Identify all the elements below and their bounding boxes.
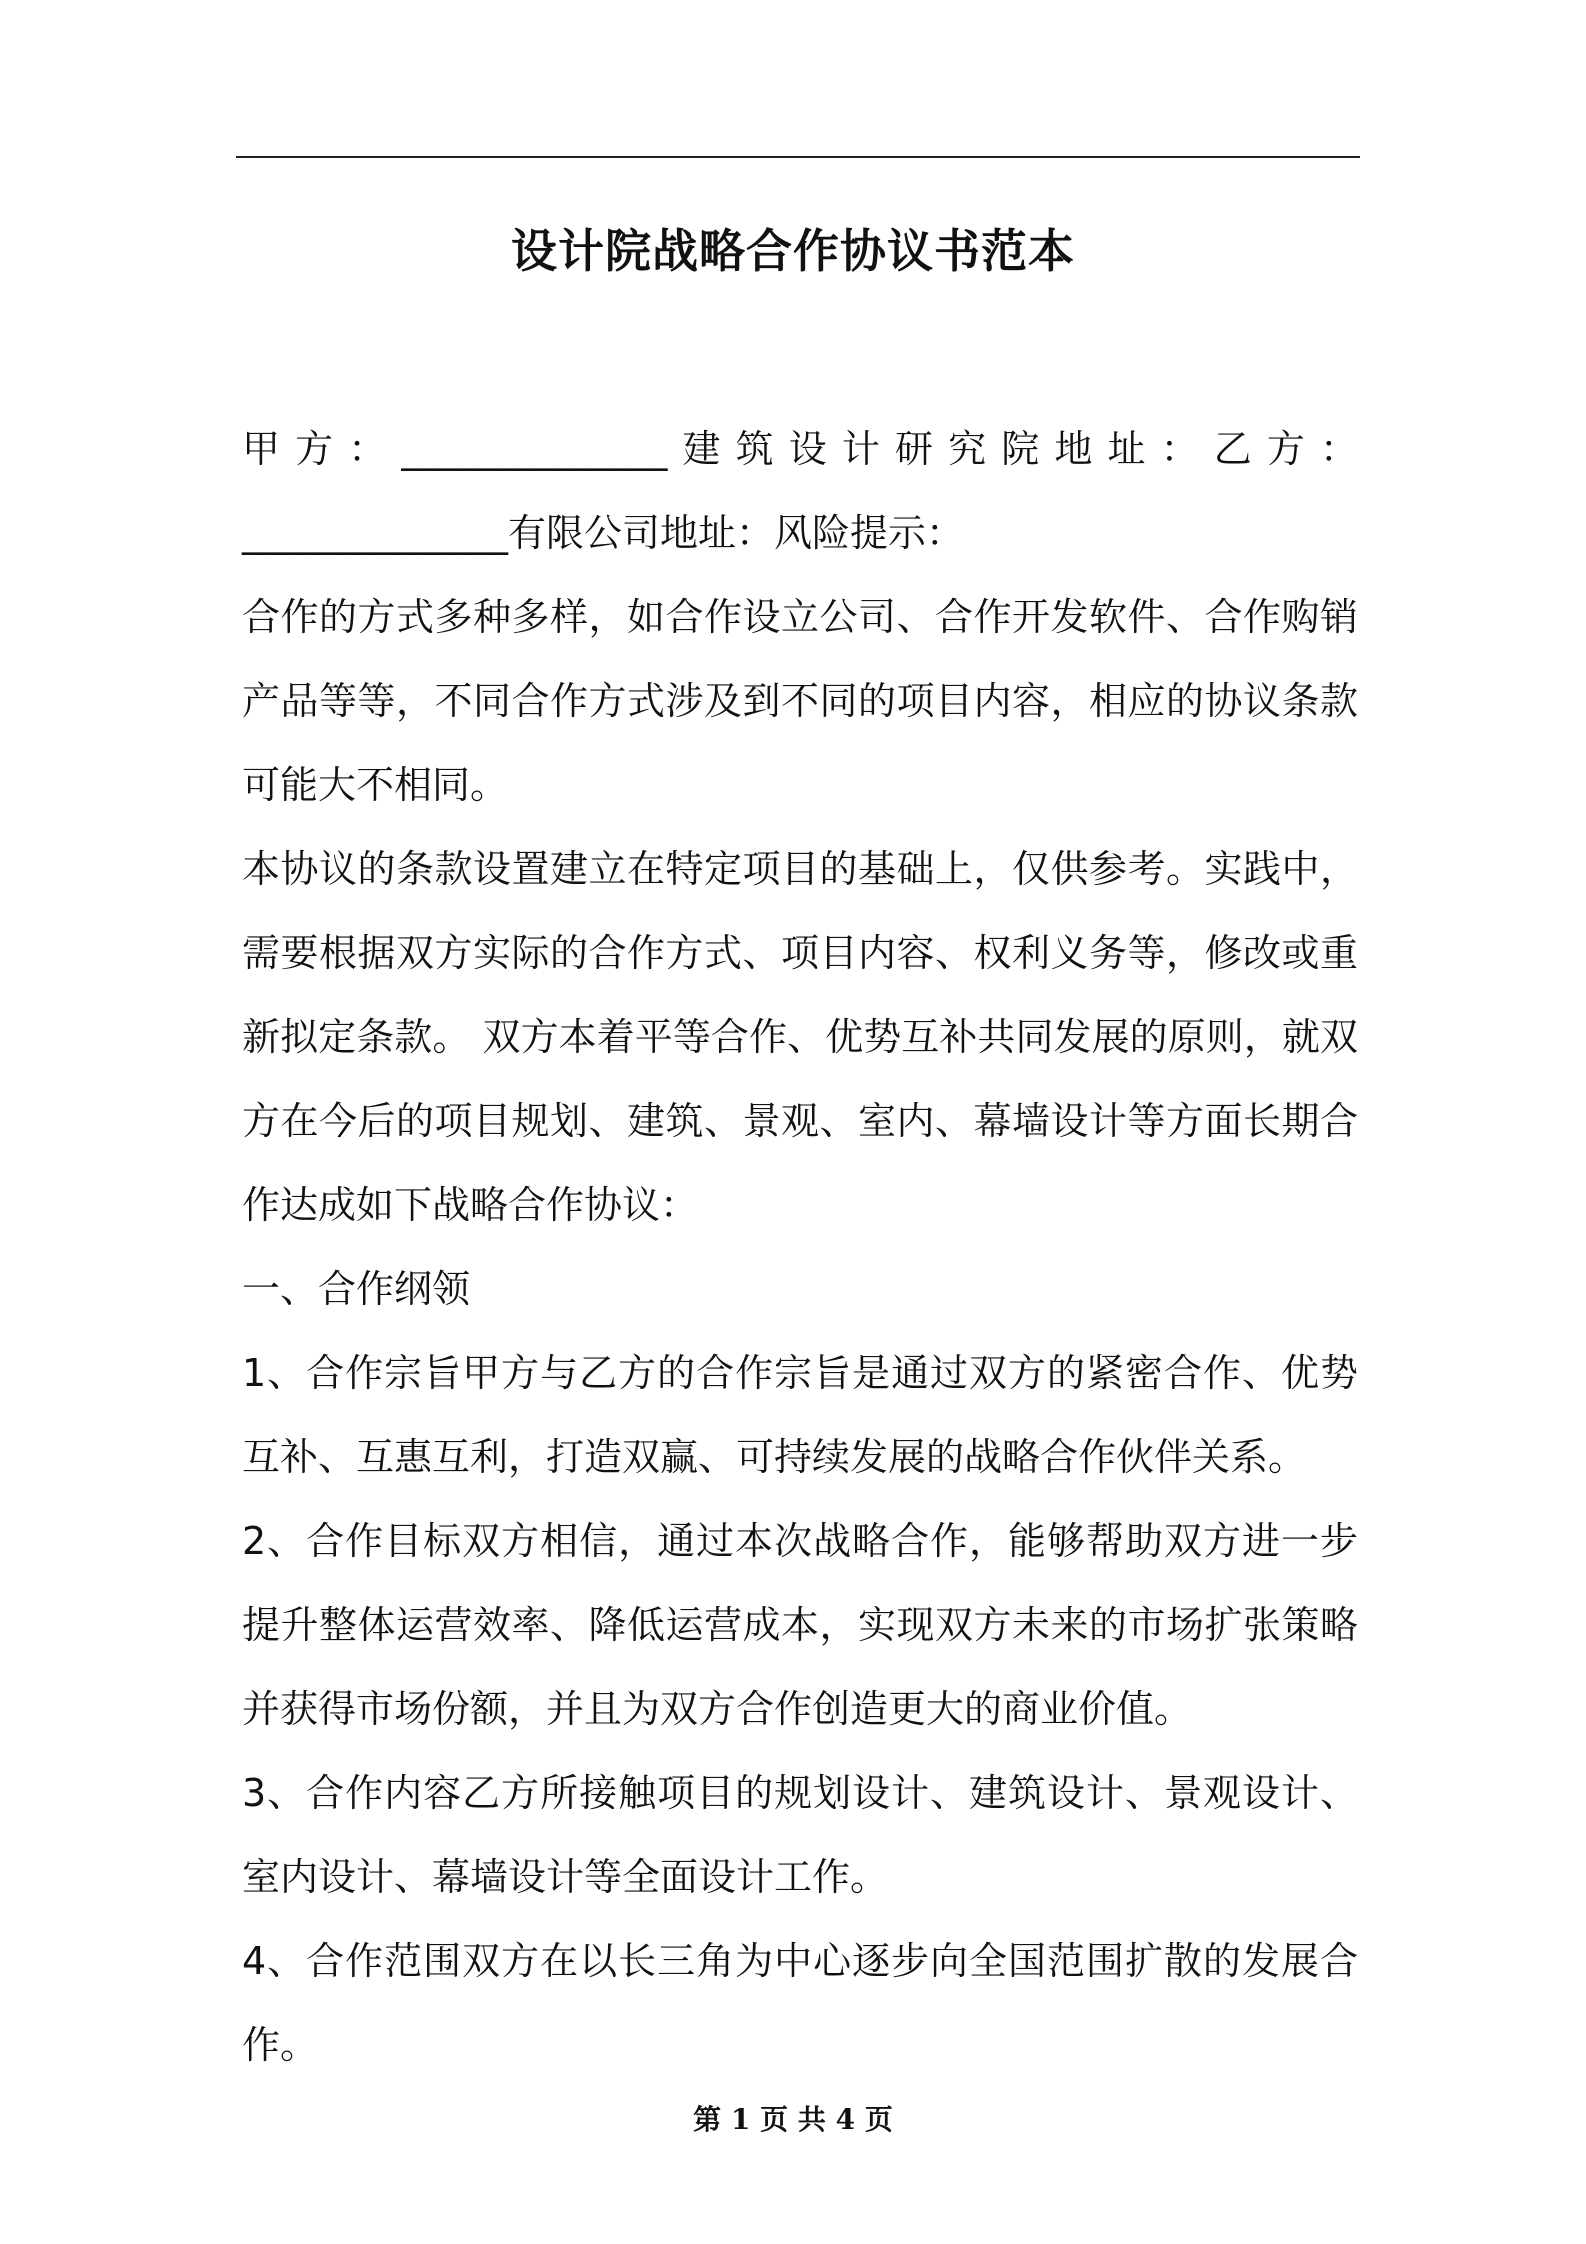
clause-1: 1、合作宗旨甲方与乙方的合作宗旨是通过双方的紧密合作、优势互补、互惠互利，打造双赢、可持续发展的战略合作伙伴关系。 (242, 1351, 1358, 1479)
party-text: 筑 (735, 427, 774, 471)
paragraph-risk-note: 合作的方式多种多样，如合作设立公司、合作开发软件、合作购销产品等等，不同合作方式涉及到不同的项目内容，相应的协议条款可能大不相同。 (242, 595, 1358, 807)
party-line-1 (242, 407, 1358, 491)
party-text: 乙 (1213, 427, 1252, 471)
clause-4: 4、合作范围双方在以长三角为中心逐步向全国范围扩散的发展合作。 (242, 1939, 1358, 2067)
party-text: 方 (295, 427, 334, 471)
document-body (242, 407, 1358, 2087)
party-text: ： (1319, 427, 1358, 471)
document-title: 设计院战略合作协议书范本 (511, 224, 1075, 278)
party-text: 究 (948, 427, 987, 471)
clause-3: 3、合作内容乙方所接触项目的规划设计、建筑设计、景观设计、室内设计、幕墙设计等全面设计工作。 (242, 1771, 1358, 1899)
party-text: 甲 (242, 427, 281, 471)
paragraph-preamble: 本协议的条款设置建立在特定项目的基础上，仅供参考。实践中，需要根据双方实际的合作方式、项目内容、权利义务等，修改或重新拟定条款。 双方本着平等合作、优势互补共同发展的原则，就双方在今后的项目规划、建筑、景观、室内、幕墙设计等方面长期合作达成如下战略合作协议： (242, 847, 1358, 1227)
party-text: 方 (1266, 427, 1305, 471)
party-line-2: ______________有限公司地址：风险提示： (242, 511, 965, 555)
party-text: 设 (788, 427, 827, 471)
party-text: 研 (894, 427, 933, 471)
section-heading: 一、合作纲领 (242, 1267, 471, 1311)
party-a-blank: ______________ (401, 427, 668, 471)
clause-2: 2、合作目标双方相信，通过本次战略合作，能够帮助双方进一步提升整体运营效率、降低运营成本，实现双方未来的市场扩张策略并获得市场份额，并且为双方合作创造更大的商业价值。 (242, 1519, 1358, 1731)
party-text: 地 (1054, 427, 1093, 471)
page-footer: 第 1 页 共 4 页 (693, 2103, 893, 2136)
party-text: ： (348, 427, 387, 471)
party-text: ： (1160, 427, 1199, 471)
party-text: 院 (1001, 427, 1040, 471)
party-text: 址 (1107, 427, 1146, 471)
header-rule (236, 156, 1360, 158)
party-text: 建 (682, 427, 721, 471)
party-text: 计 (841, 427, 880, 471)
